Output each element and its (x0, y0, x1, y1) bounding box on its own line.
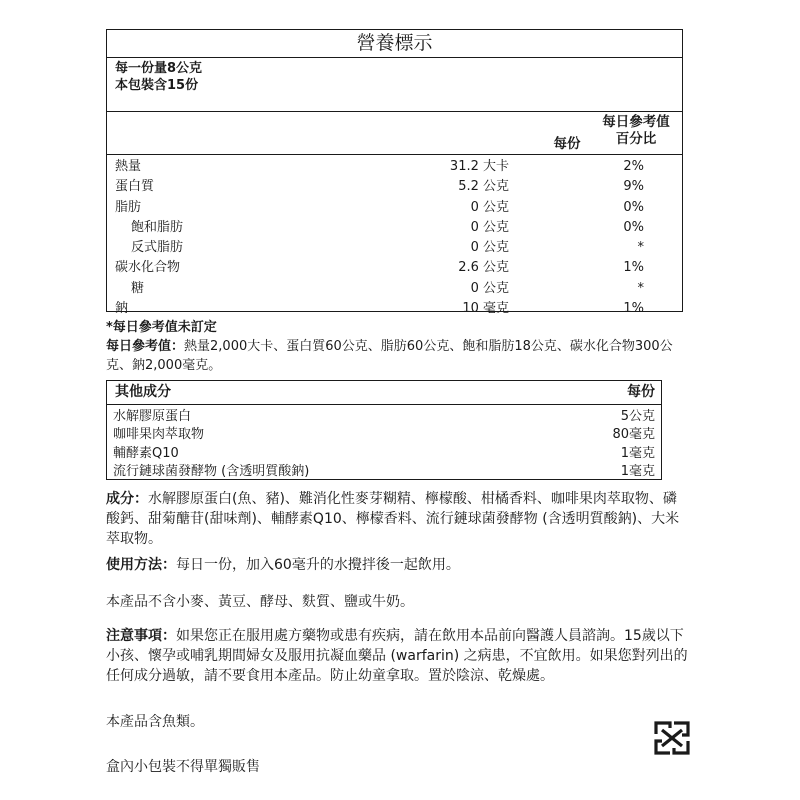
servings-per-pack: 本包裝含15份 (115, 78, 199, 93)
nutrient-amount: 0 公克 (470, 199, 509, 215)
serving-info (107, 58, 682, 112)
daily-value-header (591, 114, 681, 148)
nutrition-row (107, 198, 682, 218)
dv-reference-text: 熱量2,000大卡、蛋白質60公克、脂肪60公克、飽和脂肪18公克、碳水化合物300公克、鈉2,000毫克。 (106, 339, 673, 373)
nutrient-name: 反式脂肪 (131, 240, 184, 256)
nutrient-amount: 0 公克 (470, 240, 509, 256)
ingredient-amount: 80毫克 (612, 427, 655, 443)
ingredient-amount: 1毫克 (620, 463, 655, 479)
ingredient-amount: 5公克 (620, 409, 655, 424)
other-ingredients-rows (107, 405, 661, 481)
nutrient-name: 碳水化合物 (115, 260, 181, 276)
nutrient-dv: 0% (623, 219, 644, 235)
ingredient-name: 流行鏈球菌發酵物 (含透明質酸鈉) (113, 463, 310, 479)
nutrition-row (107, 157, 682, 177)
other-ingredient-row (107, 445, 661, 463)
other-ingredients-title: 其他成分 (115, 384, 171, 400)
nutrition-title: 營養標示 (107, 30, 682, 58)
usage-text: 每日一份，加入60毫升的水攪拌後一起飲用。 (176, 557, 460, 573)
other-ingredients-table (106, 380, 662, 480)
ingredients-label: 成分： (106, 491, 148, 507)
other-ingredients-per-serving: 每份 (627, 384, 655, 400)
nutrient-name: 熱量 (115, 159, 142, 174)
caution-text: 如果您正在服用處方藥物或患有疾病，請在飲用本品前向醫護人員諮詢。15歲以下小孩、懷孕或哺乳期間婦女及服用抗凝血藥品 (warfarin) 之病患，不宜飲用。如果您對列出的任何成分過敏，請不要食用本產品。防止幼童拿取。置於陰涼、乾燥處。 (106, 628, 688, 684)
ingredients-paragraph (106, 489, 690, 549)
caution-paragraph (106, 626, 690, 686)
nutrition-row (107, 258, 682, 278)
nutrition-column-header (107, 112, 682, 155)
nutrient-dv: 1% (623, 301, 644, 317)
dv-not-established-note: *每日參考值未訂定 (106, 320, 217, 335)
nutrient-amount: 5.2 公克 (458, 179, 509, 195)
other-ingredient-row (107, 408, 661, 426)
recycle-icon (652, 719, 692, 757)
other-ingredients-header (107, 381, 661, 405)
dv-reference-label: 每日參考值： (106, 339, 185, 354)
caution-label: 注意事項： (106, 628, 176, 644)
nutrient-name: 飽和脂肪 (131, 219, 184, 235)
no-separate-sale-statement: 盒內小包裝不得單獨販售 (106, 759, 260, 775)
usage-paragraph (106, 555, 690, 575)
nutrient-dv: * (637, 280, 644, 296)
ingredient-amount: 1毫克 (620, 445, 655, 461)
nutrition-rows (107, 155, 682, 319)
allergen-free-statement: 本產品不含小麥、黃豆、酵母、麩質、鹽或牛奶。 (106, 594, 414, 610)
nutrient-name: 糖 (131, 280, 145, 296)
nutrition-row (107, 238, 682, 258)
nutrition-row (107, 177, 682, 197)
ingredient-name: 水解膠原蛋白 (113, 409, 192, 424)
nutrition-table (106, 29, 683, 317)
nutrition-row (107, 279, 682, 299)
other-ingredient-row (107, 426, 661, 444)
ingredients-text: 水解膠原蛋白(魚、豬)、難消化性麥芽糊精、檸檬酸、柑橘香料、咖啡果肉萃取物、磷酸鈣、甜菊醣苷(甜味劑)、輔酵素Q10、檸檬香料、流行鏈球菌發酵物 (含透明質酸鈉)、大米萃取物。 (106, 491, 680, 547)
nutrient-amount: 0 公克 (470, 280, 509, 296)
per-serving-header: 每份 (553, 136, 581, 152)
serving-size: 每一份量8公克 (115, 61, 203, 76)
contains-fish-statement: 本產品含魚類。 (106, 714, 204, 730)
nutrient-amount: 2.6 公克 (458, 260, 509, 276)
dv-reference (106, 337, 686, 375)
daily-value-header-line2: 百分比 (615, 131, 657, 147)
other-ingredient-row (107, 463, 661, 481)
nutrient-name: 蛋白質 (115, 179, 155, 195)
nutrient-amount: 31.2 大卡 (449, 159, 509, 174)
nutrient-dv: 0% (623, 199, 644, 215)
nutrition-row (107, 218, 682, 238)
nutrient-amount: 10 毫克 (462, 301, 509, 317)
ingredient-name: 咖啡果肉萃取物 (113, 427, 205, 443)
nutrient-dv: 2% (623, 159, 644, 174)
ingredient-name: 輔酵素Q10 (113, 445, 179, 461)
nutrient-dv: 1% (623, 260, 644, 276)
nutrient-name: 脂肪 (115, 199, 142, 215)
daily-value-header-line1: 每日參考值 (602, 114, 670, 130)
nutrient-dv: 9% (623, 179, 644, 195)
usage-label: 使用方法： (106, 557, 176, 573)
nutrient-amount: 0 公克 (470, 219, 509, 235)
nutrient-dv: * (637, 240, 644, 256)
nutrient-name: 鈉 (115, 301, 129, 317)
